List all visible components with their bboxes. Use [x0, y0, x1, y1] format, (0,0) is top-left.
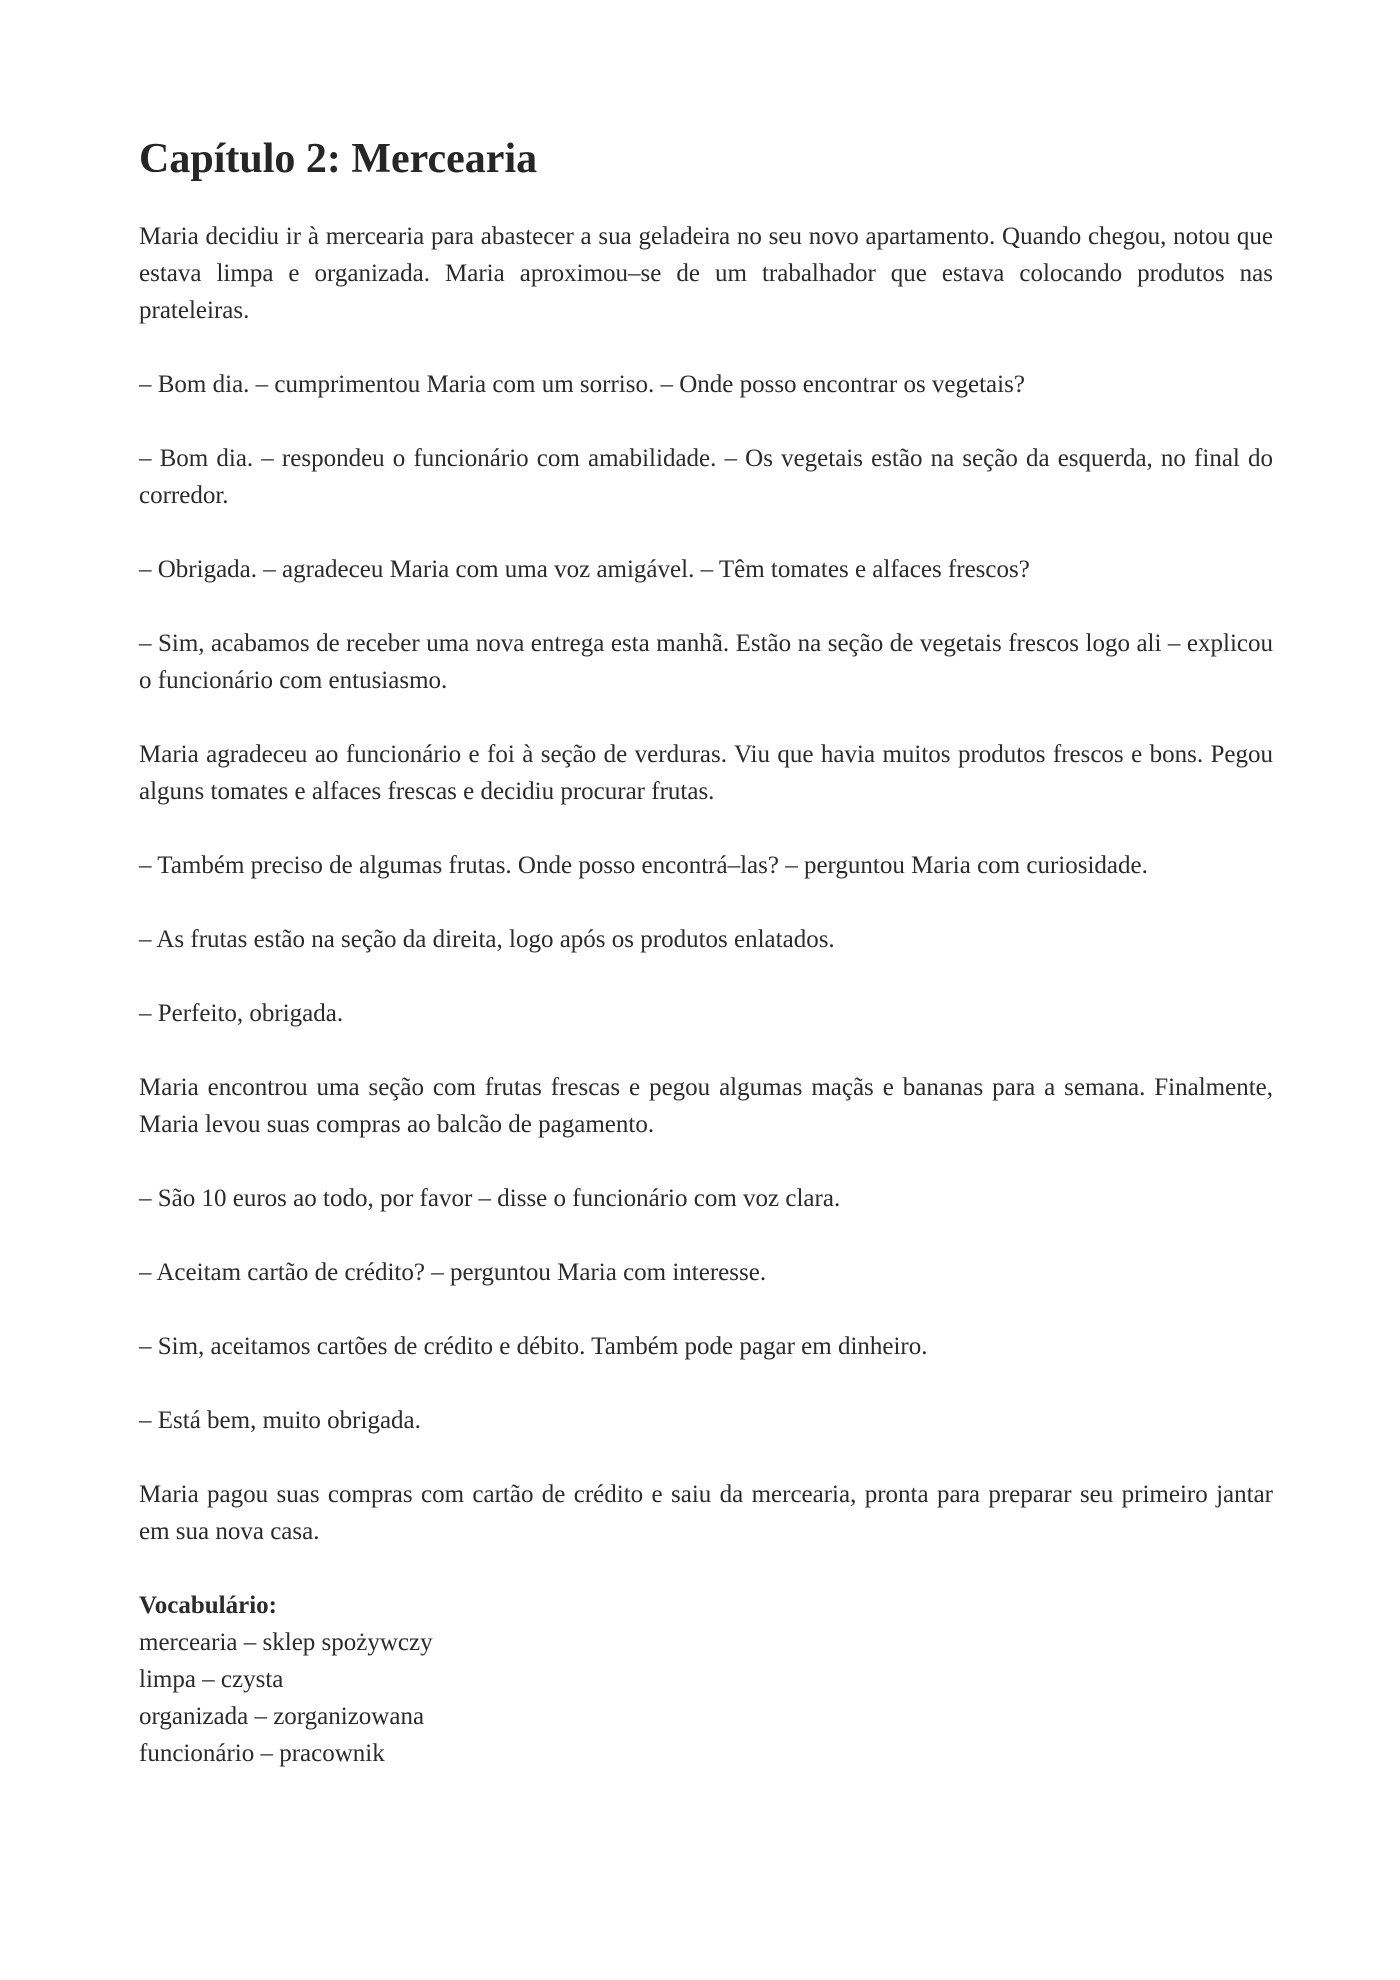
paragraph: Maria encontrou uma seção com frutas frescas e pegou algumas maçãs e bananas para a semana. Finalmente, Maria levou suas compras ao balcão de pagamento. [139, 1074, 1273, 1138]
vocabulary-item: mercearia – sklep spożywczy [139, 1629, 433, 1656]
chapter-title: Capítulo 2: Mercearia [139, 136, 538, 182]
paragraph: Maria decidiu ir à mercearia para abastecer a sua geladeira no seu novo apartamento. Quando chegou, notou que estava limpa e organizada. Maria aproximou–se de um trabalhador que estava colocando produtos nas prateleiras. [139, 223, 1273, 324]
vocabulary-item: funcionário – pracownik [139, 1740, 385, 1767]
paragraph: – Também preciso de algumas frutas. Onde posso encontrá–las? – perguntou Maria com curiosidade. [139, 852, 1148, 879]
paragraph: – São 10 euros ao todo, por favor – disse o funcionário com voz clara. [139, 1185, 841, 1212]
paragraph: – Bom dia. – cumprimentou Maria com um sorriso. – Onde posso encontrar os vegetais? [139, 371, 1025, 398]
paragraph: – Está bem, muito obrigada. [139, 1407, 421, 1434]
vocabulary-section [139, 1587, 1273, 1772]
paragraph: – Bom dia. – respondeu o funcionário com amabilidade. – Os vegetais estão na seção da esquerda, no final do corredor. [139, 445, 1273, 509]
paragraph: – As frutas estão na seção da direita, logo após os produtos enlatados. [139, 926, 835, 953]
vocabulary-item: limpa – czysta [139, 1666, 284, 1693]
paragraph: – Sim, acabamos de receber uma nova entrega esta manhã. Estão na seção de vegetais frescos logo ali – explicou o funcionário com entusiasmo. [139, 630, 1273, 694]
paragraph: Maria agradeceu ao funcionário e foi à seção de verduras. Viu que havia muitos produtos frescos e bons. Pegou alguns tomates e alfaces frescas e decidiu procurar frutas. [139, 741, 1273, 805]
paragraph: Maria pagou suas compras com cartão de crédito e saiu da mercearia, pronta para preparar seu primeiro jantar em sua nova casa. [139, 1481, 1273, 1545]
vocabulary-item: organizada – zorganizowana [139, 1703, 425, 1730]
document-page [139, 132, 1273, 1772]
vocabulary-heading: Vocabulário: [139, 1592, 277, 1619]
paragraph: – Perfeito, obrigada. [139, 1000, 344, 1027]
paragraph: – Sim, aceitamos cartões de crédito e débito. Também pode pagar em dinheiro. [139, 1333, 928, 1360]
paragraph: – Aceitam cartão de crédito? – perguntou Maria com interesse. [139, 1259, 767, 1286]
paragraph: – Obrigada. – agradeceu Maria com uma voz amigável. – Têm tomates e alfaces frescos? [139, 556, 1030, 583]
